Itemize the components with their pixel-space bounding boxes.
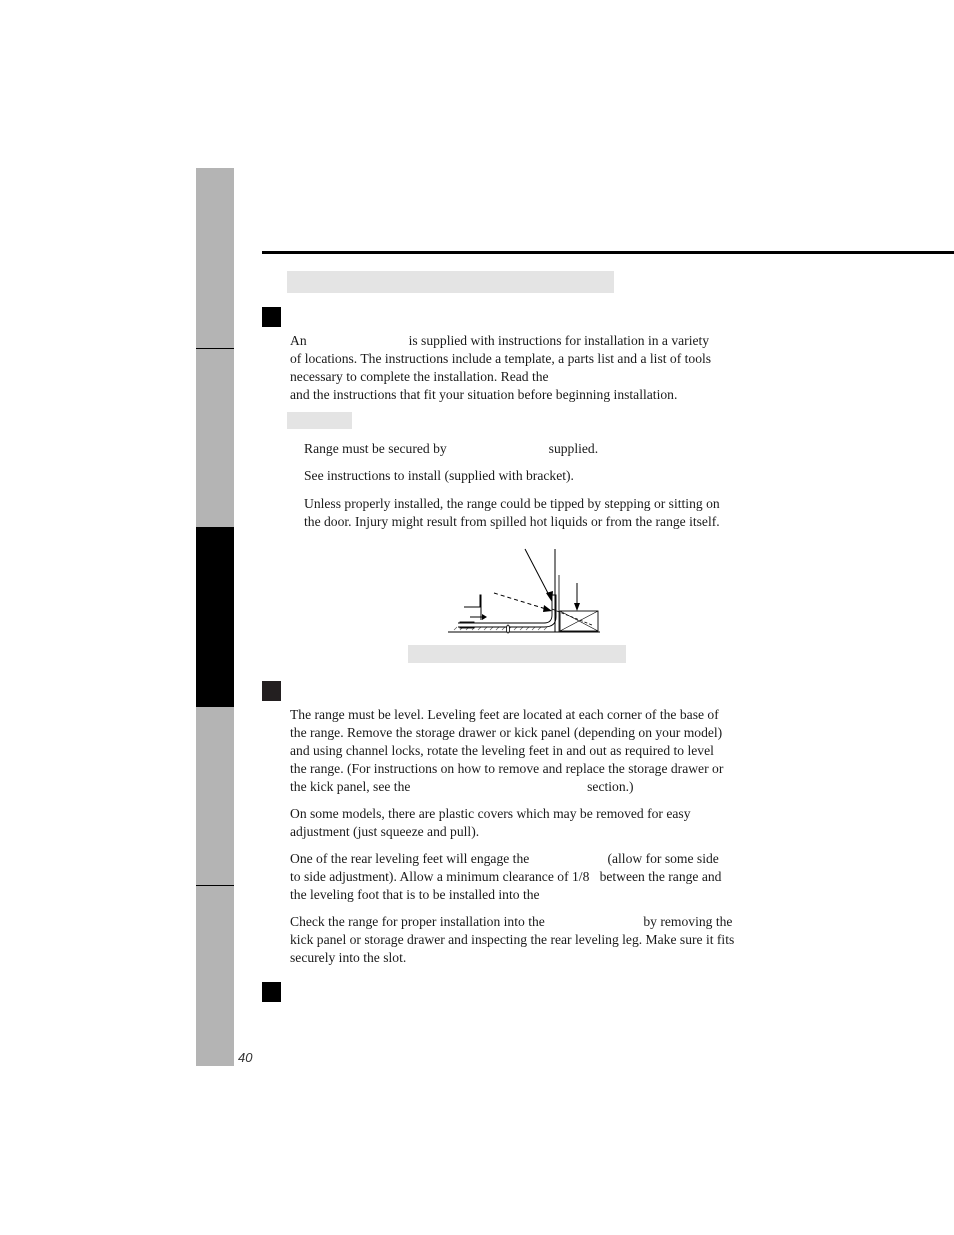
side-tab-2[interactable] [196,349,234,527]
side-tab-3-active[interactable] [196,527,234,707]
diagram-caption-bar [408,645,626,663]
range-leg [464,595,481,620]
text-line: the leveling foot that is to be installed into the [290,887,540,902]
floor-hatch [454,627,547,630]
text-line: kick panel or storage drawer and inspecting the rear leveling leg. Make sure it fits [290,932,735,947]
intro-paragraph [290,332,711,404]
text-line: The range must be level. Leveling feet are located at each corner of the base of [290,707,719,722]
text-line: necessary to complete the installation. Read the [290,369,549,384]
header-rule [262,251,954,254]
text-line: Check the range for proper installation into the by removing the [290,914,733,929]
side-tab-5[interactable] [196,886,234,1066]
text-line: to side adjustment). Allow a minimum clearance of 1/8 between the range and [290,869,722,884]
page-number: 40 [238,1050,253,1065]
warning-item [304,440,598,458]
plastic-covers-paragraph [290,805,691,841]
text-line: of locations. The instructions include a template, a parts list and a list of tools [290,351,712,366]
text-line: securely into the slot. [290,950,407,965]
screw [507,625,510,633]
warning-item [304,467,574,485]
text-line: the range. Remove the storage drawer or kick panel (depending on your model) [290,725,723,740]
anti-tip-bracket-diagram [440,545,610,640]
text-line: the door. Injury might result from spilled hot liquids or from the range itself. [304,514,720,529]
check-installation-paragraph [290,913,734,967]
text-line: Unless properly installed, the range could be tipped by stepping or sitting on [304,496,720,511]
text-line: the range. (For instructions on how to remove and replace the storage drawer or [290,761,724,776]
side-tab-1[interactable] [196,168,234,348]
text-line: and using channel locks, rotate the leveling feet in and out as required to level [290,743,714,758]
section-heading-bar [287,271,614,293]
step-marker [262,307,281,327]
direction-arrow [482,614,487,620]
text-line: adjustment (just squeeze and pull). [290,824,480,839]
text-line: and the instructions that fit your situation before beginning installation. [290,387,678,402]
side-tab-4[interactable] [196,707,234,885]
leveling-paragraph [290,706,723,796]
pointer-line [525,549,550,597]
text-line: See instructions to install (supplied with bracket). [304,468,574,483]
text-line: An is supplied with instructions for installation in a variety [290,333,710,348]
step-marker [262,681,281,701]
text-line: Range must be secured by supplied. [304,441,599,456]
warning-label-bar [287,412,352,429]
rear-foot-paragraph [290,850,721,904]
text-line: One of the rear leveling feet will engage the (allow for some side [290,851,719,866]
text-line: the kick panel, see the section.) [290,779,634,794]
dashed-pointer [494,593,546,609]
text-line: On some models, there are plastic covers which may be removed for easy [290,806,691,821]
warning-item [304,495,720,531]
step-marker [262,982,281,1002]
pointer-arrowhead [546,591,553,602]
